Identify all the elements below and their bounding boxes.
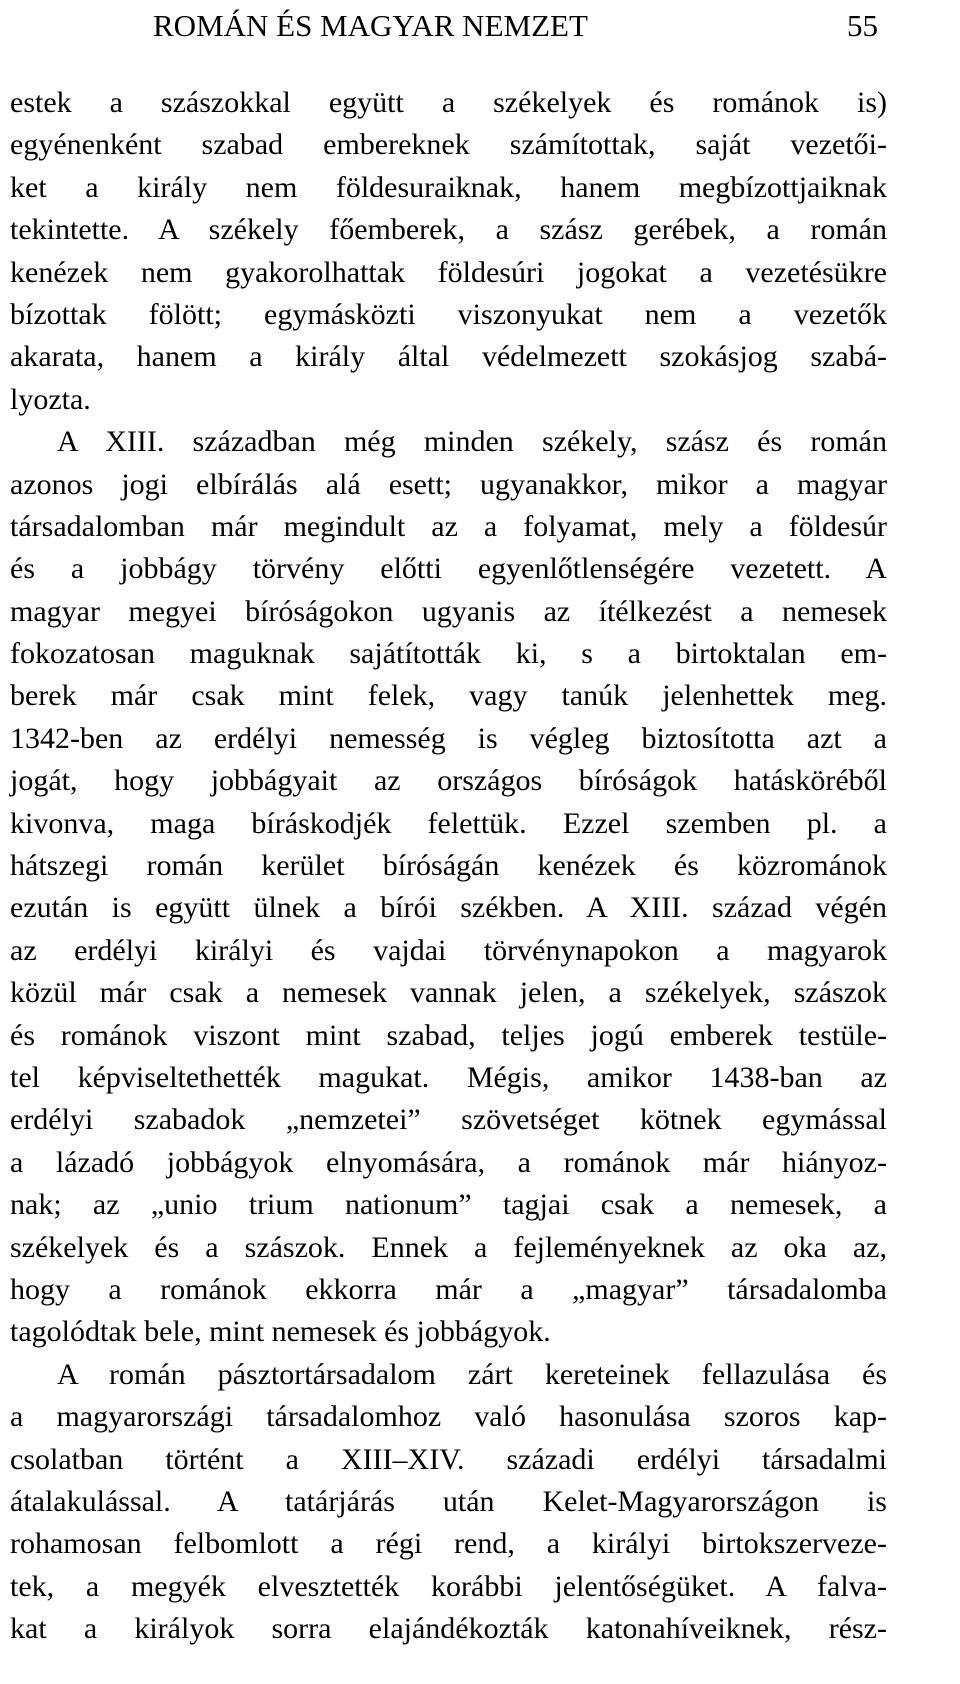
- text-line: fokozatosan maguknak sajátították ki, s a birtoktalan em-: [10, 637, 887, 671]
- page-number: 55: [847, 8, 878, 43]
- text-line: székelyek és a szászok. Ennek a fejleményeknek az oka az,: [10, 1230, 887, 1264]
- body-text: [10, 82, 887, 1650]
- running-head-title: ROMÁN ÉS MAGYAR NEMZET: [153, 8, 588, 43]
- text-line: közül már csak a nemesek vannak jelen, a székelyek, szászok: [10, 976, 887, 1010]
- text-line: bízottak fölött; egymásközti viszonyukat nem a vezetők: [10, 297, 887, 331]
- text-line: az erdélyi királyi és vajdai törvénynapokon a magyarok: [10, 933, 887, 967]
- text-line: kenézek nem gyakorolhattak földesúri jogokat a vezetésükre: [10, 255, 887, 289]
- text-line: ezután is együtt ülnek a bírói székben. A XIII. század végén: [10, 891, 887, 925]
- text-line: lyozta.: [10, 382, 91, 416]
- running-head: [153, 2, 878, 50]
- text-line: hogy a románok ekkorra már a „magyar” társadalomba: [10, 1272, 887, 1306]
- text-line: társadalomban már megindult az a folyamat, mely a földesúr: [10, 509, 887, 543]
- text-line: A XIII. században még minden székely, szász és román: [57, 425, 887, 459]
- text-line: egyénenként szabad embereknek számítottak, saját vezetői-: [10, 128, 887, 162]
- text-line: csolatban történt a XIII–XIV. századi erdélyi társadalmi: [10, 1442, 887, 1476]
- text-line: A román pásztortársadalom zárt kereteinek fellazulása és: [57, 1357, 887, 1391]
- text-line: hátszegi román kerület bíróságán kenézek és közrománok: [10, 849, 887, 883]
- text-line: akarata, hanem a király által védelmezett szokásjog szabá-: [10, 340, 887, 374]
- text-line: tek, a megyék elvesztették korábbi jelentőségüket. A falva-: [10, 1569, 887, 1603]
- text-line: és románok viszont mint szabad, teljes jogú emberek testüle-: [10, 1018, 887, 1052]
- text-line: estek a szászokkal együtt a székelyek és románok is): [10, 86, 887, 119]
- text-line: ket a király nem földesuraiknak, hanem megbízottjaiknak: [10, 170, 887, 204]
- text-line: a lázadó jobbágyok elnyomására, a románok már hiányoz-: [10, 1145, 887, 1179]
- text-line: kivonva, maga bíráskodjék felettük. Ezzel szemben pl. a: [10, 806, 887, 840]
- text-line: a magyarországi társadalomhoz való hasonulása szoros kap-: [10, 1400, 887, 1434]
- text-line: és a jobbágy törvény előtti egyenlőtlenségére vezetett. A: [10, 552, 887, 586]
- text-line: tekintette. A székely főemberek, a szász gerébek, a román: [10, 213, 887, 247]
- text-line: erdélyi szabadok „nemzetei” szövetséget kötnek egymással: [10, 1103, 887, 1137]
- text-line: nak; az „unio trium nationum” tagjai csak a nemesek, a: [10, 1188, 887, 1222]
- text-line: átalakulással. A tatárjárás után Kelet-Magyarországon is: [10, 1484, 887, 1518]
- text-line: berek már csak mint felek, vagy tanúk jelenhettek meg.: [10, 679, 887, 713]
- text-line: 1342-ben az erdélyi nemesség is végleg biztosította azt a: [10, 721, 887, 755]
- text-line: tel képviseltethették magukat. Mégis, amikor 1438-ban az: [10, 1060, 887, 1094]
- text-line: jogát, hogy jobbágyait az országos bíróságok hatásköréből: [10, 764, 887, 798]
- text-line: tagolódtak bele, mint nemesek és jobbágyok.: [10, 1315, 551, 1349]
- text-line: kat a királyok sorra elajándékozták katonahíveiknek, rész-: [10, 1612, 887, 1646]
- text-line: rohamosan felbomlott a régi rend, a királyi birtokszerveze-: [10, 1527, 887, 1561]
- text-line: magyar megyei bíróságokon ugyanis az ítélkezést a nemesek: [10, 594, 887, 628]
- text-line: azonos jogi elbírálás alá esett; ugyanakkor, mikor a magyar: [10, 467, 887, 501]
